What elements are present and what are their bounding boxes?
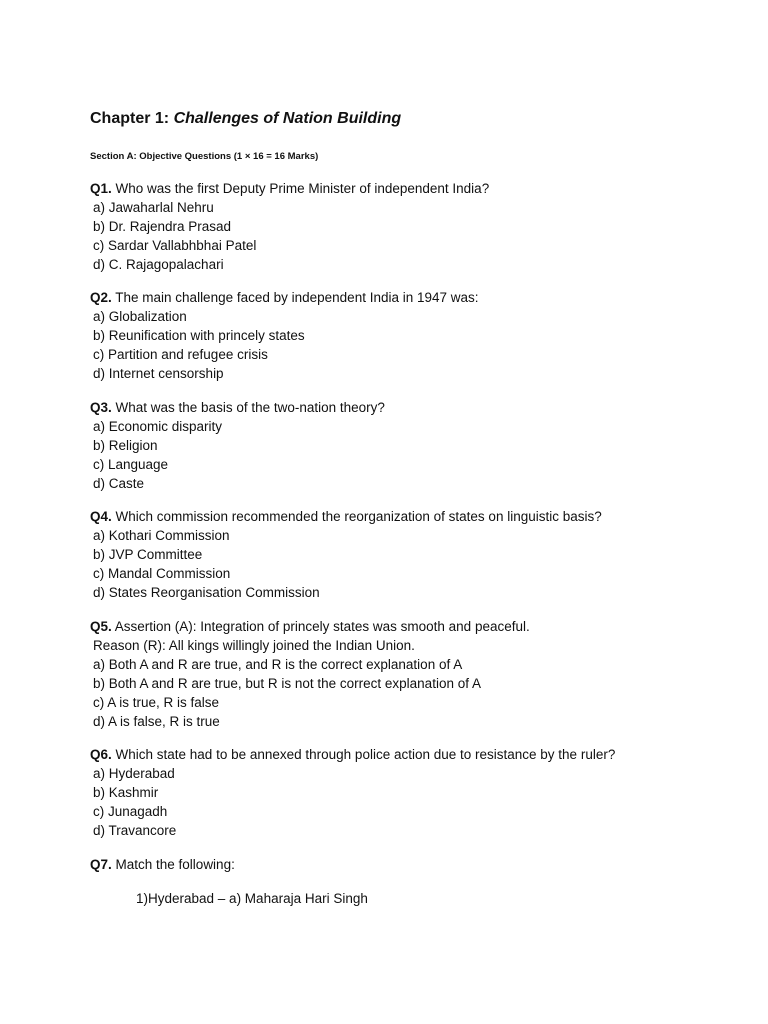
option: a) Hyderabad — [93, 766, 175, 781]
option: c) Mandal Commission — [93, 566, 231, 581]
option: b) Reunification with princely states — [93, 328, 305, 343]
option: a) Globalization — [93, 309, 187, 324]
question-text — [90, 855, 235, 874]
question-5 — [90, 617, 530, 731]
option: b) Religion — [93, 438, 158, 453]
option: d) A is false, R is true — [93, 714, 220, 729]
reason-line: Reason (R): All kings willingly joined the Indian Union. — [93, 638, 415, 653]
option: a) Kothari Commission — [93, 528, 230, 543]
option: b) Dr. Rajendra Prasad — [93, 219, 232, 234]
question-number: Q5. — [90, 619, 112, 634]
question-body: Assertion (A): Integration of princely states was smooth and peaceful. — [111, 619, 530, 634]
question-number: Q1. — [90, 181, 112, 196]
question-text — [90, 179, 489, 198]
question-text — [90, 617, 530, 636]
question-1 — [90, 179, 489, 274]
chapter-name: Challenges of Nation Building — [173, 110, 402, 127]
question-number: Q6. — [90, 747, 112, 762]
question-3 — [90, 398, 385, 493]
question-2 — [90, 288, 479, 383]
option: b) Kashmir — [93, 785, 159, 800]
question-body: The main challenge faced by independent India in 1947 was: — [111, 290, 479, 305]
question-number: Q7. — [90, 857, 112, 872]
question-body: Who was the first Deputy Prime Minister of independent India? — [111, 181, 490, 196]
question-body: Match the following: — [111, 857, 235, 872]
option: c) Sardar Vallabhbhai Patel — [93, 238, 257, 253]
question-number: Q4. — [90, 509, 112, 524]
question-body: Which state had to be annexed through police action due to resistance by the ruler? — [111, 747, 616, 762]
option: d) Travancore — [93, 823, 177, 838]
option: a) Both A and R are true, and R is the correct explanation of A — [93, 657, 463, 672]
chapter-title — [90, 110, 401, 128]
question-7 — [90, 855, 235, 874]
option: d) Caste — [93, 476, 145, 491]
option: d) States Reorganisation Commission — [93, 585, 320, 600]
option: a) Economic disparity — [93, 419, 223, 434]
question-text — [90, 507, 602, 526]
match-item: 1)Hyderabad – a) Maharaja Hari Singh — [136, 891, 368, 906]
question-number: Q3. — [90, 400, 112, 415]
option: b) Both A and R are true, but R is not the correct explanation of A — [93, 676, 481, 691]
option: d) C. Rajagopalachari — [93, 257, 224, 272]
option: c) Junagadh — [93, 804, 168, 819]
question-text — [90, 398, 385, 417]
question-body: Which commission recommended the reorganization of states on linguistic basis? — [111, 509, 602, 524]
section-heading: Section A: Objective Questions (1 × 16 = 16 Marks) — [90, 151, 319, 162]
option: a) Jawaharlal Nehru — [93, 200, 214, 215]
question-body: What was the basis of the two-nation theory? — [111, 400, 385, 415]
option: b) JVP Committee — [93, 547, 203, 562]
question-text — [90, 745, 615, 764]
question-6 — [90, 745, 615, 840]
question-4 — [90, 507, 602, 602]
chapter-prefix: Chapter 1: — [90, 110, 174, 127]
option: c) A is true, R is false — [93, 695, 220, 710]
option: c) Partition and refugee crisis — [93, 347, 268, 362]
question-text — [90, 288, 479, 307]
question-number: Q2. — [90, 290, 112, 305]
option: c) Language — [93, 457, 169, 472]
option: d) Internet censorship — [93, 366, 224, 381]
